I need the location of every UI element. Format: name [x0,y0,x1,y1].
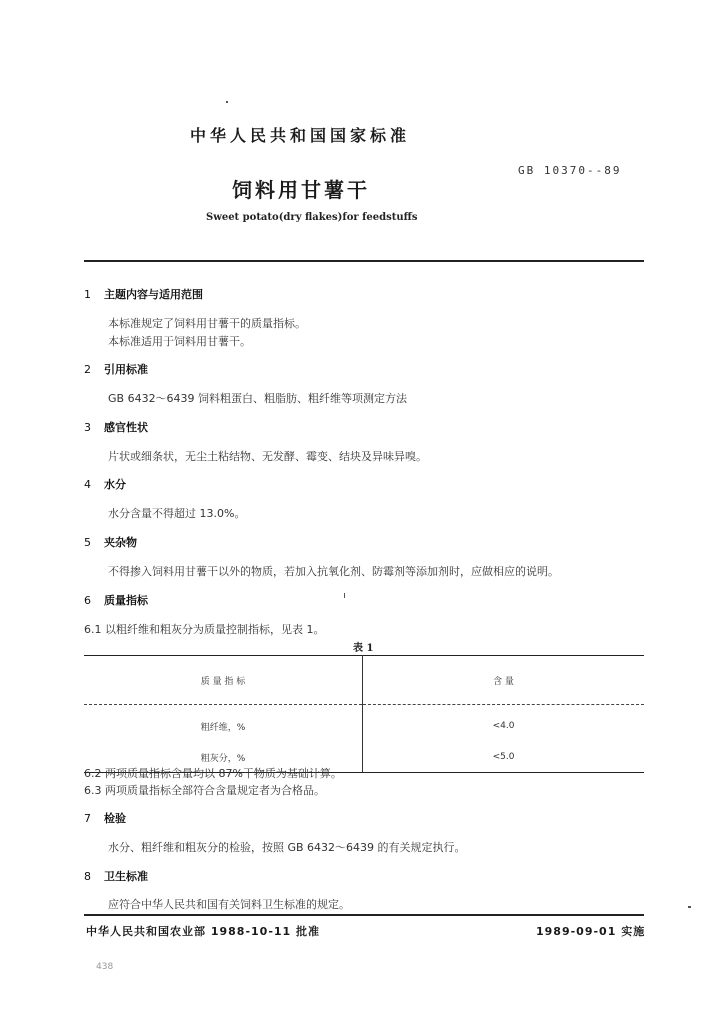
effective-date: 1989-09-01 实施 [536,925,646,938]
section-3-heading: 3 感官性状 [84,421,148,434]
approval-info: 中华人民共和国农业部 1988-10-11 批准 [86,925,321,938]
section-8-line-1: 应符合中华人民共和国有关饲料卫生标准的规定。 [108,898,350,911]
section-2-line-1: GB 6432～6439 饲料粗蛋白、粗脂肪、粗纤维等项测定方法 [108,392,408,405]
table-cell-index: 粗灰分，% [84,742,363,773]
clause-6-2: 6.2 两项质量指标含量均以 87%干物质为基础计算。 [84,767,342,780]
section-6-heading: 6 质量指标 [84,594,148,607]
footer-rule [84,914,644,916]
section-1-heading: 1 主题内容与适用范围 [84,288,203,301]
section-5-line-1: 不得掺入饲料用甘薯干以外的物质，若加入抗氧化剂、防霉剂等添加剂时，应做相应的说明。 [108,565,559,578]
table-header-content: 含 量 [363,656,645,705]
section-8-heading: 8 卫生标准 [84,870,148,883]
table-cell-value: <4.0 [492,721,515,731]
section-3-line-1: 片状或细条状，无尘土粘结物、无发酵、霉变、结块及异味异嗅。 [108,450,427,463]
standard-number: GB 10370--89 [518,164,622,177]
section-1-line-2: 本标准适用于饲料用甘薯干。 [108,335,251,348]
section-4-line-1: 水分含量不得超过 13.0%。 [108,507,246,520]
scan-speck [344,593,345,598]
scan-speck [688,906,691,908]
quality-index-table [84,655,644,773]
section-4-heading: 4 水分 [84,478,126,491]
section-7-line-1: 水分、粗纤维和粗灰分的检验，按照 GB 6432～6439 的有关规定执行。 [108,841,466,854]
scan-speck [226,101,228,103]
section-2-heading: 2 引用标准 [84,363,148,376]
table-header-index: 质 量 指 标 [84,656,363,705]
page-number: 438 [96,962,114,972]
table-caption: 表 1 [353,643,374,654]
section-5-heading: 5 夹杂物 [84,536,137,549]
national-standard-heading: 中华人民共和国国家标准 [190,126,411,145]
header-rule [84,260,644,262]
document-title-english: Sweet potato(dry flakes)for feedstuffs [206,212,418,223]
clause-6-3: 6.3 两项质量指标全部符合含量规定者为合格品。 [84,784,325,797]
table-cell-value: <5.0 [492,752,515,762]
section-1-line-1: 本标准规定了饲料用甘薯干的质量指标。 [108,317,306,330]
table-cell-index: 粗纤维，% [84,705,363,743]
section-7-heading: 7 检验 [84,812,126,825]
document-title: 饲料用甘薯干 [232,178,370,202]
clause-6-1: 6.1 以粗纤维和粗灰分为质量控制指标，见表 1。 [84,623,325,636]
table-header-row [84,656,644,705]
table-row [84,705,644,743]
